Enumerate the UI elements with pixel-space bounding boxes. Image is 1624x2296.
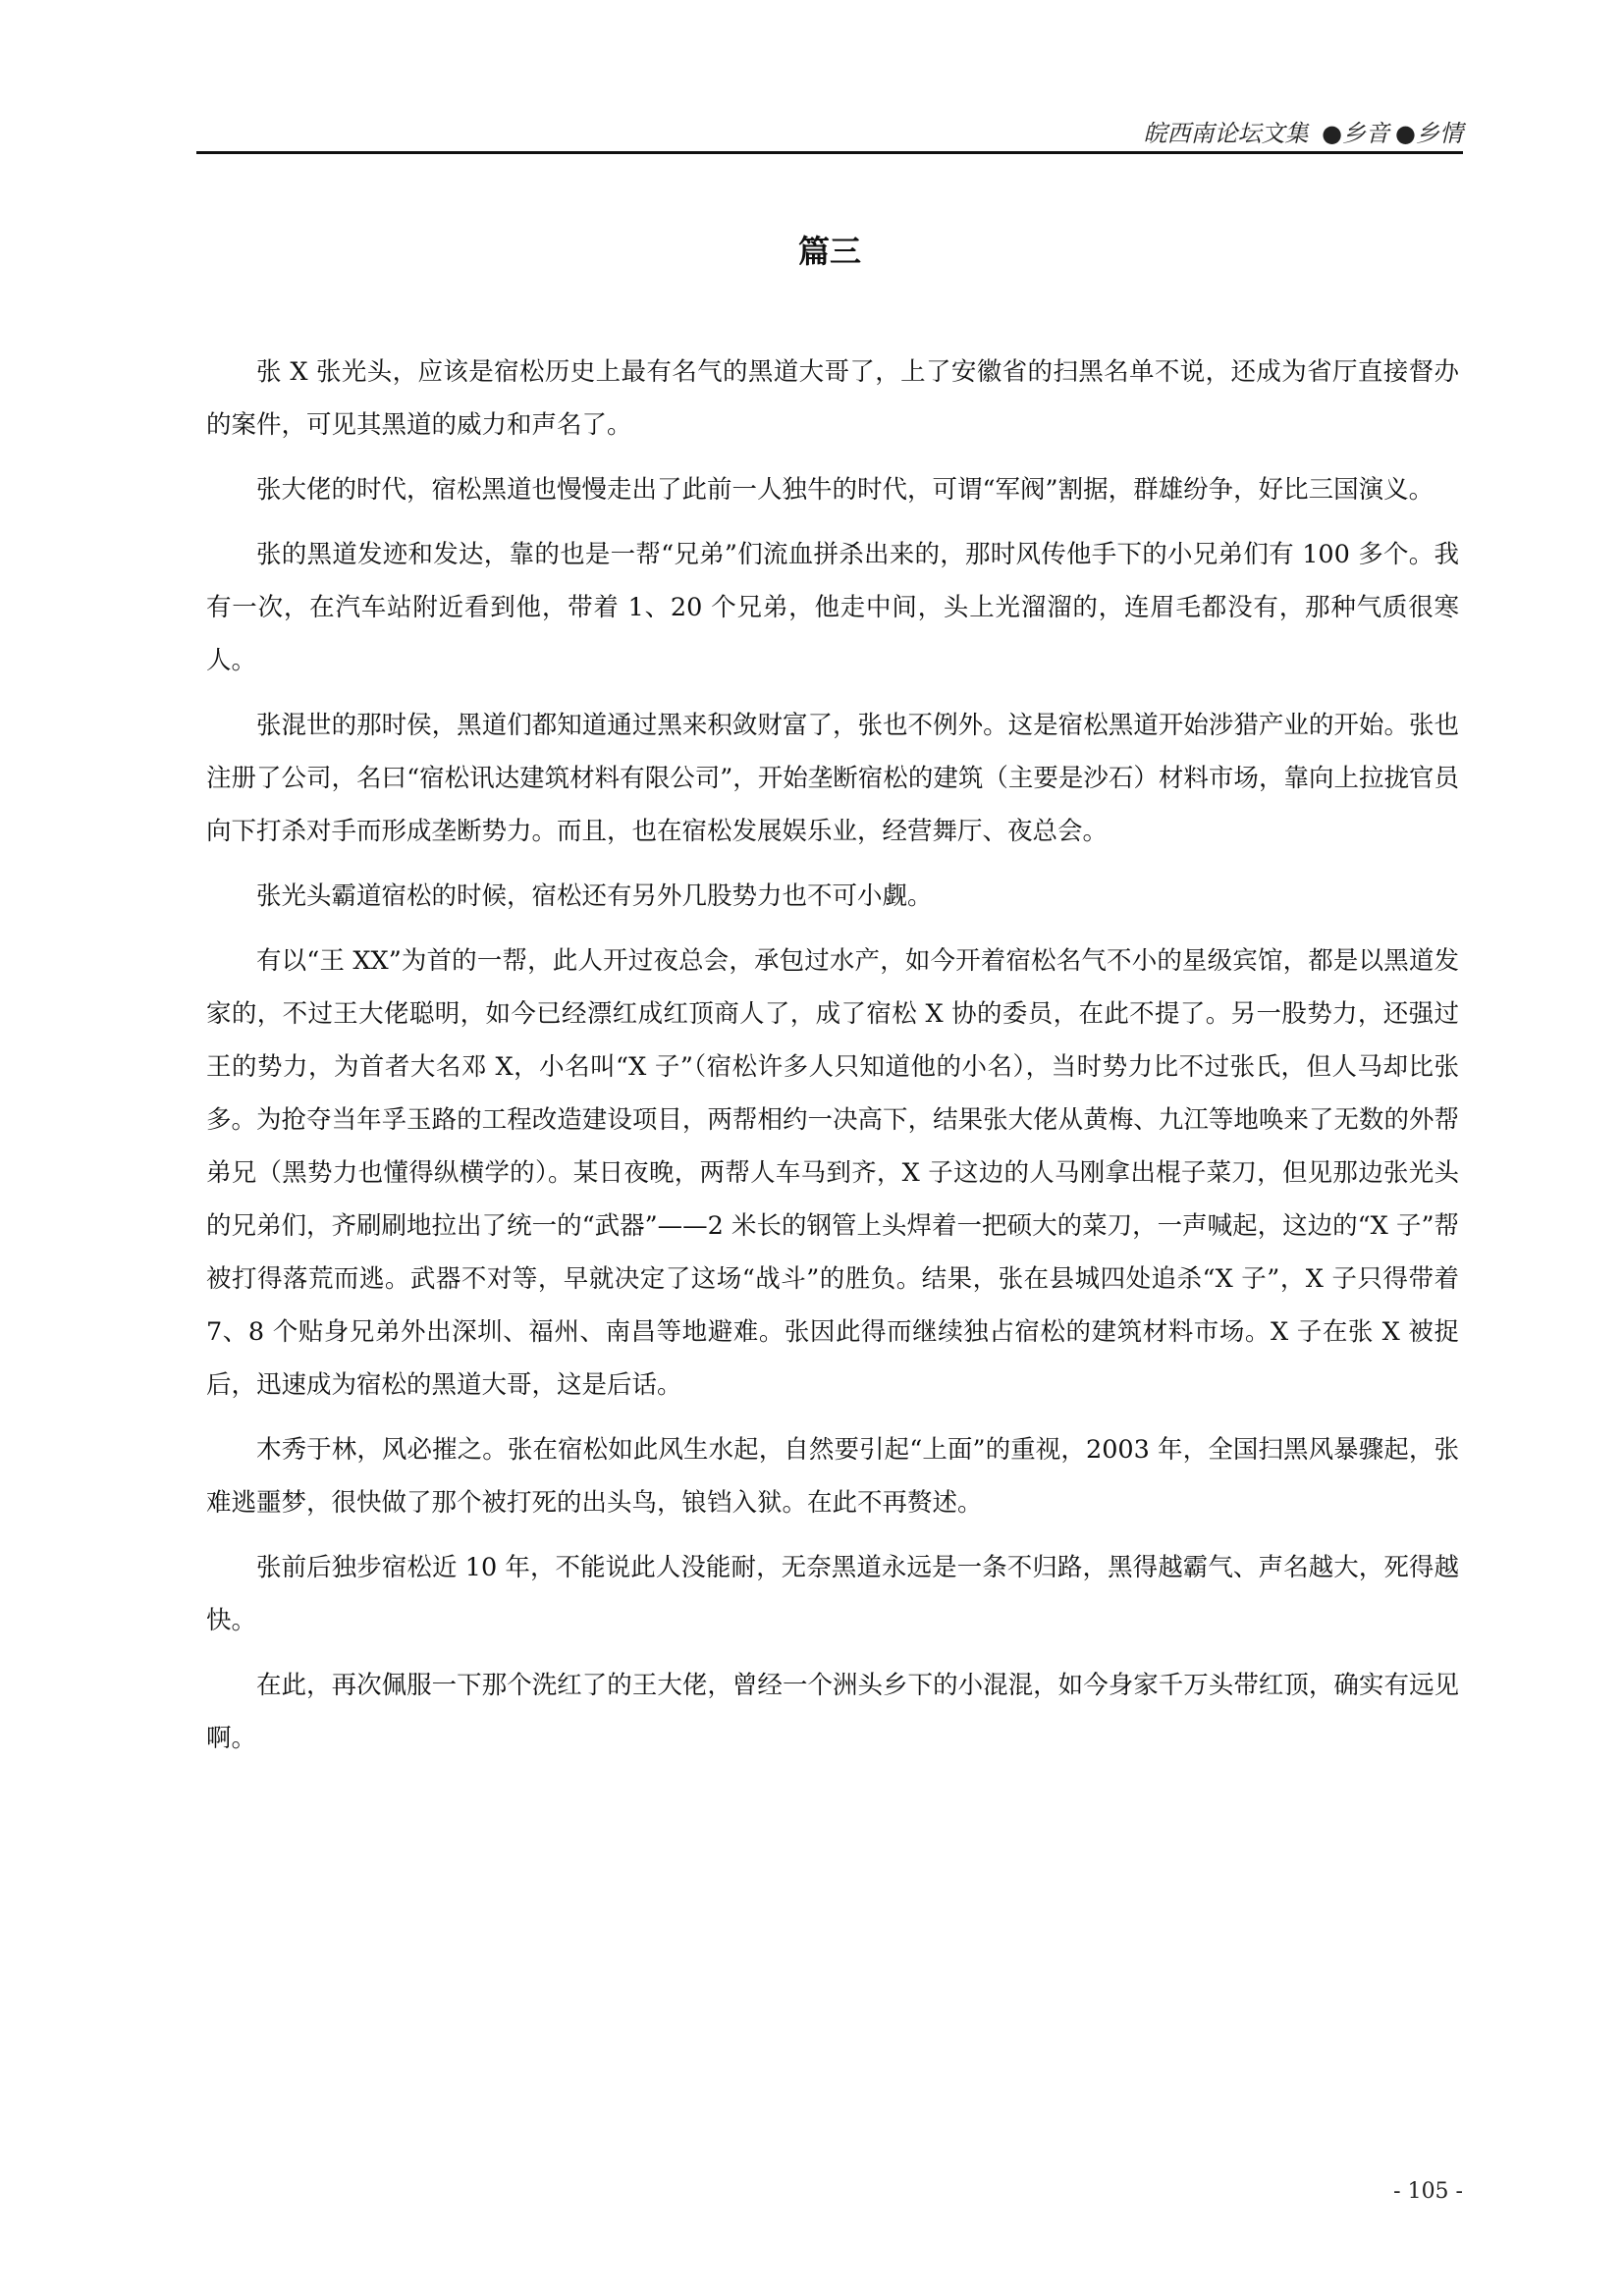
header-rule <box>196 151 1463 154</box>
paragraph: 在此，再次佩服一下那个洗红了的王大佬，曾经一个洲头乡下的小混混，如今身家千万头带红顶，确实有远见啊。 <box>206 1671 1459 1753</box>
running-header <box>196 116 1463 151</box>
paragraph: 张的黑道发迹和发达，靠的也是一帮“兄弟”们流血拼杀出来的，那时风传他手下的小兄弟们有 100 多个。我有一次，在汽车站附近看到他，带着 1、20 个兄弟，他走中间，头上光溜溜的，连眉毛都没有，那种气质很寒人。 <box>206 540 1459 675</box>
chapter-title: 篇三 <box>797 233 861 270</box>
paragraph: 张 X 张光头，应该是宿松历史上最有名气的黑道大哥了，上了安徽省的扫黑名单不说，还成为省厅直接督办的案件，可见其黑道的威力和声名了。 <box>206 357 1459 440</box>
paragraph: 张大佬的时代，宿松黑道也慢慢走出了此前一人独牛的时代，可谓“军阀”割据，群雄纷争，好比三国演义。 <box>256 475 1435 505</box>
section-marker-1: ●乡音 <box>1322 120 1390 147</box>
paragraph: 张混世的那时侯，黑道们都知道通过黑来积敛财富了，张也不例外。这是宿松黑道开始涉猎产业的开始。张也注册了公司，名曰“宿松讯达建筑材料有限公司”，开始垄断宿松的建筑（主要是沙石）材料市场，靠向上拉拢官员向下打杀对手而形成垄断势力。而且，也在宿松发展娱乐业，经营舞厅、夜总会。 <box>206 711 1459 846</box>
paragraph: 张光头霸道宿松的时候，宿松还有另外几股势力也不可小觑。 <box>256 881 933 911</box>
body-text <box>206 346 1459 1777</box>
book-title: 皖西南论坛文集 <box>1143 120 1309 147</box>
paragraph: 张前后独步宿松近 10 年，不能说此人没能耐，无奈黑道永远是一条不归路，黑得越霸气、声名越大，死得越快。 <box>206 1553 1459 1635</box>
paragraph: 木秀于林，风必摧之。张在宿松如此风生水起，自然要引起“上面”的重视，2003 年，全国扫黑风暴骤起，张难逃噩梦，很快做了那个被打死的出头鸟，锒铛入狱。在此不再赘述。 <box>206 1435 1459 1518</box>
section-marker-2: ●乡情 <box>1395 120 1463 147</box>
page-number: - 105 - <box>1393 2179 1463 2204</box>
paragraph: 有以“王 XX”为首的一帮，此人开过夜总会，承包过水产，如今开着宿松名气不小的星级宾馆，都是以黑道发家的，不过王大佬聪明，如今已经漂红成红顶商人了，成了宿松 X 协的委员，在此不提了。另一股势力，还强过王的势力，为首者大名邓 X，小名叫“X 子”（宿松许多人只知道他的小名），当时势力比不过张氏，但人马却比张多。为抢夺当年孚玉路的工程改造建设项目，两帮相约一决高下，结果张大佬从黄梅、九江等地唤来了无数的外帮弟兄（黑势力也懂得纵横学的）。某日夜晚，两帮人车马到齐，X 子这边的人马刚拿出棍子菜刀，但见那边张光头的兄弟们，齐刷刷地拉出了统一的“武器”——2 米长的钢管上头焊着一把硕大的菜刀，一声喊起，这边的“X 子”帮被打得落荒而逃。武器不对等，早就决定了这场“战斗”的胜负。结果，张在县城四处追杀“X 子”，X 子只得带着 7、8 个贴身兄弟外出深圳、福州、南昌等地避难。张因此得而继续独占宿松的建筑材料市场。X 子在张 X 被捉后，迅速成为宿松的黑道大哥，这是后话。 <box>206 946 1459 1400</box>
